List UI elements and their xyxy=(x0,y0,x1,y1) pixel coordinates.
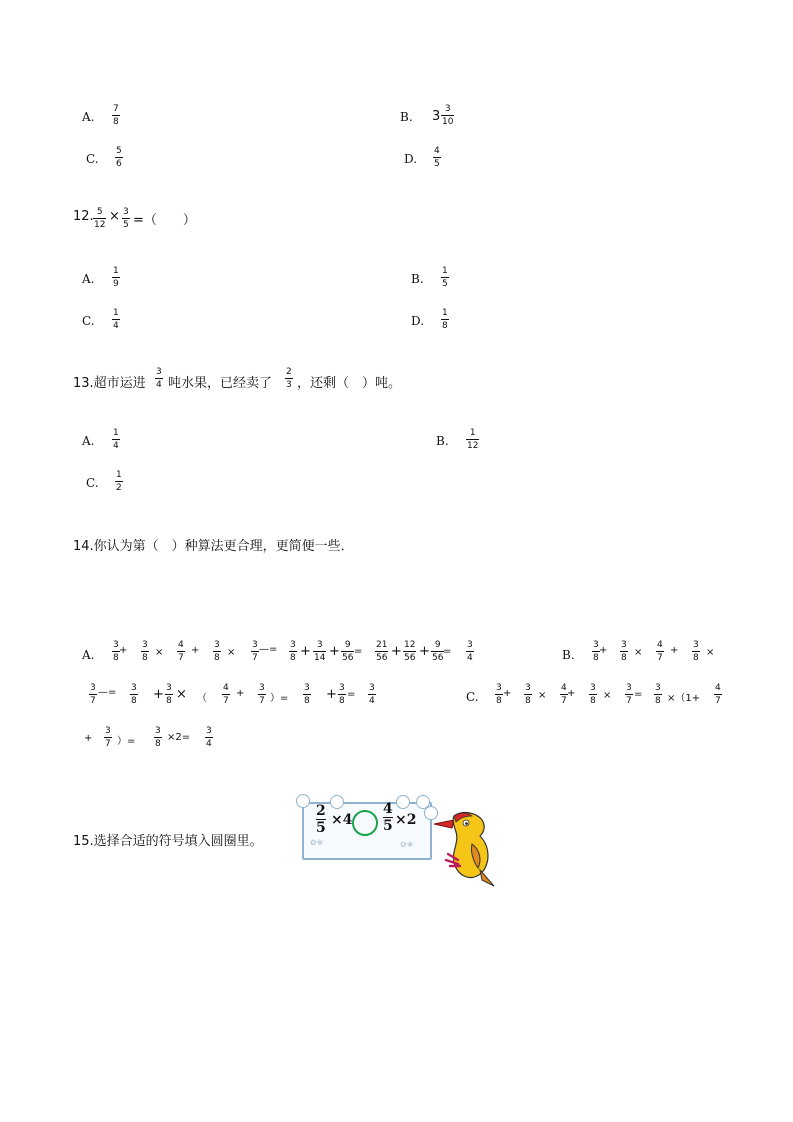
option-label: D. xyxy=(411,314,425,328)
option-label: A. xyxy=(82,110,95,124)
fraction: $\frac{5}{12}$ xyxy=(94,207,106,230)
plus-sign: + xyxy=(300,644,311,659)
option-label: C. xyxy=(86,152,99,166)
times-sign: × xyxy=(706,647,715,658)
equals-sign: = xyxy=(354,646,363,657)
plus-sign: + xyxy=(599,645,608,656)
flower-doodle-icon: ✿❀ xyxy=(400,840,414,849)
times-sign: × xyxy=(634,647,643,658)
fraction: $\frac{3}{7}$ xyxy=(252,640,258,663)
option-label: D. xyxy=(404,152,418,166)
fraction: $\frac{3}{8}$ xyxy=(525,683,531,706)
fraction: $\frac{1}{4}$ xyxy=(113,308,119,331)
fraction: $\frac{3}{7}$ xyxy=(626,683,632,706)
fraction: $\frac{3}{7}$ xyxy=(90,683,96,706)
option-label: A. xyxy=(82,434,95,448)
fraction: $\frac{3}{8}$ xyxy=(304,683,310,706)
bird-tail xyxy=(480,870,494,886)
fraction: $\frac{3}{8}$ xyxy=(655,683,661,706)
fraction: $\frac{3}{4}$ xyxy=(369,683,375,706)
fraction: $\frac{3}{8}$ xyxy=(339,683,345,706)
card-multiplier-left: ×4 xyxy=(331,812,353,828)
fraction: $\frac{4}{7}$ xyxy=(223,683,229,706)
fraction: $\frac{3}{10}$ xyxy=(442,104,454,127)
fraction: $\frac{1}{12}$ xyxy=(467,428,479,451)
equals-sign: = xyxy=(347,689,356,700)
fraction: $\frac{12}{56}$ xyxy=(404,640,416,663)
plus-sign: + xyxy=(329,644,340,659)
fraction: $\frac{4}{7}$ xyxy=(715,683,721,706)
right-paren-equals: ）= xyxy=(117,736,136,747)
q14-question-text: 14.你认为第（ ）种算法更合理，更简便一些． xyxy=(73,539,354,554)
fraction: $\frac{3}{4}$ xyxy=(156,367,162,390)
option-label: B. xyxy=(400,110,413,124)
bird-body xyxy=(453,813,488,878)
ring-icon xyxy=(296,794,310,808)
card-fraction-right: 4 5 xyxy=(383,801,393,834)
fraction: $\frac{1}{4}$ xyxy=(113,428,119,451)
plus-sign: + xyxy=(419,644,430,659)
fraction: $\frac{3}{8}$ xyxy=(496,683,502,706)
equals-sign: = xyxy=(634,689,643,700)
fraction: $\frac{3}{8}$ xyxy=(590,683,596,706)
question-number: 12. xyxy=(73,209,94,224)
woodpecker-icon xyxy=(432,810,496,890)
fraction: $\frac{3}{7}$ xyxy=(259,683,265,706)
fraction: $\frac{3}{8}$ xyxy=(155,726,161,749)
fraction: $\frac{3}{4}$ xyxy=(206,726,212,749)
fraction: $\frac{1}{8}$ xyxy=(442,308,448,331)
times-sign: × xyxy=(176,687,187,702)
right-paren-equals: ）= xyxy=(270,693,289,704)
plus-sign: + xyxy=(503,688,512,699)
dash-equals: —= xyxy=(259,644,278,655)
option-label: B. xyxy=(411,272,424,286)
question-text: 13.超市运进 xyxy=(73,376,146,391)
fraction: $\frac{7}{8}$ xyxy=(113,104,119,127)
flower-doodle-icon: ✿❀ xyxy=(310,838,324,847)
plus-sign: + xyxy=(391,644,402,659)
fraction: $\frac{2}{3}$ xyxy=(286,367,292,390)
fraction: $\frac{4}{7}$ xyxy=(657,640,663,663)
whole-number: 3 xyxy=(432,109,441,124)
ring-icon xyxy=(396,795,410,809)
option-label: B. xyxy=(562,648,575,662)
fraction: $\frac{3}{8}$ xyxy=(621,640,627,663)
q15-question-text: 15.选择合适的符号填入圆圈里。 xyxy=(73,834,263,849)
option-label: C. xyxy=(86,476,99,490)
fraction: $\frac{5}{6}$ xyxy=(116,146,122,169)
left-paren: （ xyxy=(197,693,207,704)
fraction: $\frac{3}{5}$ xyxy=(123,207,129,230)
plus-sign: + xyxy=(191,645,200,656)
question-text: ，还剩（ ）吨。 xyxy=(297,376,402,391)
fraction: $\frac{1}{9}$ xyxy=(113,266,119,289)
plus-sign: + xyxy=(119,645,128,656)
times-sign: × xyxy=(603,690,612,701)
option-label: A. xyxy=(82,272,95,286)
fraction: $\frac{3}{8}$ xyxy=(593,640,599,663)
plus-sign: + xyxy=(153,687,164,702)
question-text: 吨水果，已经卖了 xyxy=(168,376,273,391)
option-label: B. xyxy=(436,434,449,448)
option-label: C. xyxy=(466,690,479,704)
fraction: $\frac{9}{56}$ xyxy=(432,640,444,663)
fraction: $\frac{1}{2}$ xyxy=(116,470,122,493)
fraction: $\frac{21}{56}$ xyxy=(376,640,388,663)
times-open-paren: ×（1+ xyxy=(667,693,701,704)
times-two-equals: ×2= xyxy=(167,732,191,743)
fraction: $\frac{3}{7}$ xyxy=(105,726,111,749)
fraction: $\frac{4}{5}$ xyxy=(434,146,440,169)
dash-equals: —= xyxy=(98,687,117,698)
plus-sign: + xyxy=(84,733,93,744)
equals-sign: = xyxy=(443,646,452,657)
fraction: $\frac{3}{8}$ xyxy=(290,640,296,663)
fraction: $\frac{3}{8}$ xyxy=(113,640,119,663)
card-fraction-left: 2 5 xyxy=(316,803,326,836)
fraction: $\frac{3}{8}$ xyxy=(131,683,137,706)
plus-sign: + xyxy=(236,688,245,699)
option-label: A. xyxy=(82,648,95,662)
bird-pupil xyxy=(465,822,468,825)
fraction: $\frac{4}{7}$ xyxy=(178,640,184,663)
fraction: $\frac{4}{7}$ xyxy=(561,683,567,706)
option-label: C. xyxy=(82,314,95,328)
fraction: $\frac{3}{8}$ xyxy=(693,640,699,663)
times-sign: × xyxy=(538,690,547,701)
plus-sign: + xyxy=(326,687,337,702)
card-multiplier-right: ×2 xyxy=(395,812,417,828)
answer-circle[interactable] xyxy=(352,810,378,836)
fraction: $\frac{9}{56}$ xyxy=(342,640,354,663)
times-sign: × xyxy=(227,647,236,658)
plus-sign: + xyxy=(670,645,679,656)
fraction: $\frac{3}{4}$ xyxy=(467,640,473,663)
fraction: $\frac{3}{14}$ xyxy=(314,640,326,663)
fraction: $\frac{3}{8}$ xyxy=(166,683,172,706)
bird-beak xyxy=(434,820,454,828)
answer-blank: =（ ） xyxy=(133,213,196,228)
times-sign: × xyxy=(155,647,164,658)
fraction: $\frac{3}{8}$ xyxy=(214,640,220,663)
plus-sign: + xyxy=(567,688,576,699)
fraction: $\frac{1}{5}$ xyxy=(442,266,448,289)
ring-icon xyxy=(330,795,344,809)
times-sign: × xyxy=(109,209,120,224)
fraction: $\frac{3}{8}$ xyxy=(142,640,148,663)
